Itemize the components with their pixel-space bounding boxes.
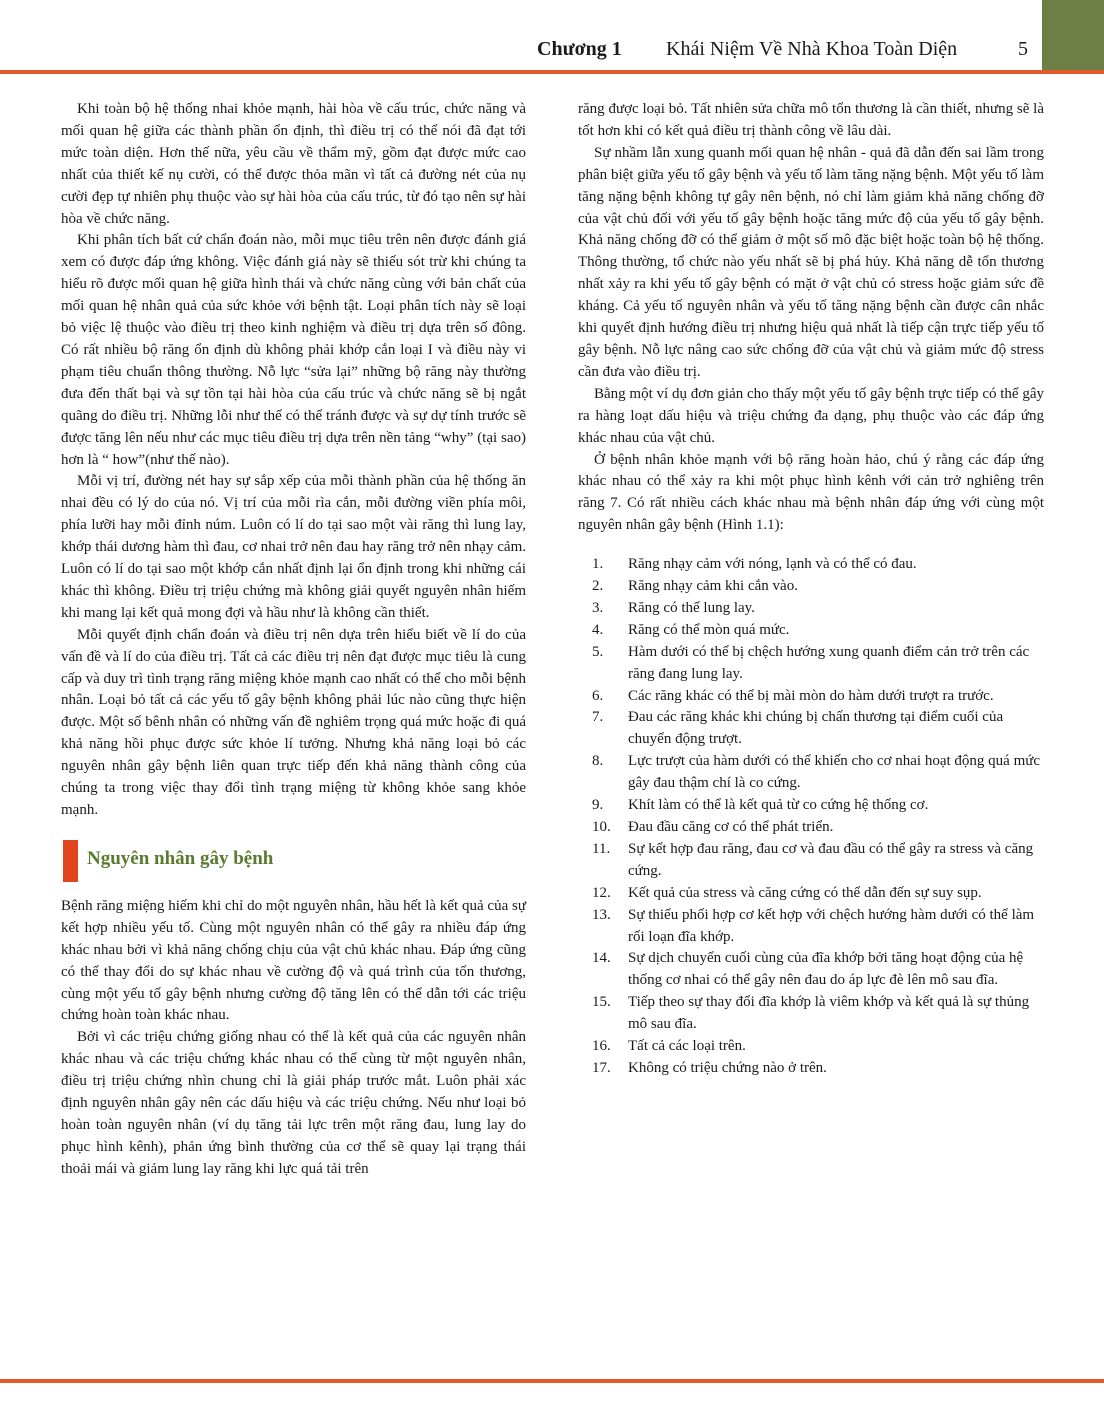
paragraph: Bằng một ví dụ đơn giản cho thấy một yếu tố gây bệnh trực tiếp có thể gây ra hàng loạt dấu hiệu và triệu chứng đa dạng, phụ thuộc vào các đáp ứng khác nhau của vật chủ. bbox=[578, 385, 1044, 446]
list-item bbox=[578, 642, 1044, 686]
list-text: Hàm dưới có thể bị chệch hướng xung quanh điểm cản trở trên các răng đang lung lay. bbox=[628, 643, 1030, 682]
paragraph: Bệnh răng miệng hiếm khi chỉ do một nguyên nhân, hầu hết là kết quả của sự kết hợp nhiều yếu tố. Cùng một nguyên nhân có thể gây ra nhiều đáp ứng khác nhau bởi vì khả năng chống chịu của vật chủ khác nhau. Đáp ứng cũng có thể thay đổi do sự khác nhau về cường độ và quá trình của tổn thương, cùng một yếu tố gây bệnh nhưng cường độ tăng lên có thể dẫn tới các triệu chứng hoàn toàn khác nhau. bbox=[61, 897, 526, 1024]
paragraph: Khi phân tích bất cứ chẩn đoán nào, mỗi mục tiêu trên nên được đánh giá xem có được đáp ứng không. Việc đánh giá này sẽ thiếu sót trừ khi chúng ta hiểu rõ được mối quan hệ giữa hình thái và chức năng cùng với bản chất của mối quan hệ nhân quả của sức khỏe với bệnh tật. Loại phân tích này sẽ loại bỏ việc lệ thuộc vào điều trị theo kinh nghiệm và điều trị dựa trên số đông. Có rất nhiều bộ răng ổn định dù không phải khớp cắn loại I và điều này vi phạm tiêu chuẩn thông thường. Nỗ lực “sửa lại” những bộ răng này thường đưa đến thất bại và sự tồn tại hài hòa của cấu trúc và chức năng sẽ bị ngắt quãng do điều trị. Những lỗi như thế có thể tránh được và sự dự tính trước sẽ được tăng lên nếu như các mục tiêu điều trị dựa trên nền tảng “why” (tại sao) hơn là “ how”(như thế nào). bbox=[61, 232, 526, 468]
chapter-label: Chương 1 bbox=[537, 38, 622, 60]
list-text: Các răng khác có thể bị mài mòn do hàm dưới trượt ra trước. bbox=[628, 687, 994, 704]
list-text: Đau đầu căng cơ có thể phát triển. bbox=[628, 819, 834, 835]
list-number: 1. bbox=[592, 556, 604, 573]
list-text: Sự kết hợp đau răng, đau cơ và đau đầu có thể gây ra stress và căng cứng. bbox=[628, 840, 1034, 879]
paragraph: Sự nhầm lẫn xung quanh mối quan hệ nhân - quả đã dẫn đến sai lầm trong phân biệt giữa yếu tố gây bệnh và yếu tố làm tăng nặng bệnh. Một yếu tố làm tăng nặng bệnh không tự gây nên bệnh, nó chỉ làm giảm khả năng chống đỡ của vật chủ đối với yếu tố gây bệnh hoặc tăng mức độ của yếu tố gây bệnh. Khả năng chống đỡ có thể giảm ở một số mô đặc biệt hoặc toàn bộ hệ thống. Thông thường, tổ chức nào yếu nhất sẽ bị phá hủy. Khả năng dễ tổn thương nhất xảy ra khi yếu tố gây bệnh có mặt ở vật chủ có stress hoặc giảm sức đề kháng. Cả yếu tố nguyên nhân và yếu tố tăng nặng bệnh cần được cân nhắc khi quyết định hướng điều trị nhưng hiệu quả nhất là tiếp cận trực tiếp yếu tố gây bệnh. Nỗ lực nâng cao sức chống đỡ của vật chủ và giảm mức độ stress cần đưa vào điều trị. bbox=[578, 144, 1044, 380]
list-item bbox=[578, 554, 1044, 576]
list-item bbox=[578, 948, 1044, 992]
list-text: Sự thiếu phối hợp cơ kết hợp với chệch hướng hàm dưới có thể làm rối loạn đĩa khớp. bbox=[628, 906, 1035, 945]
paragraph: Mỗi vị trí, đường nét hay sự sắp xếp của mỗi thành phần của hệ thống ăn nhai đều có lý do của nó. Vị trí của mỗi rìa cắn, mỗi đường viền phía môi, phía lưỡi hay mỗi đỉnh núm. Luôn có lí do tại sao một vài răng thì lung lay, khớp thái dương hàm thì đau, cơ nhai trở nên đau hay răng trở nên nhạy cảm. Luôn có lí do tại sao một khớp cắn nhất định lại ổn định trong khi những cái khác thì không. Điều trị triệu chứng mà không giải quyết nguyên nhân hiếm khi mang lại kết quả mong đợi và hầu như là không cần thiết. bbox=[61, 473, 526, 621]
list-item bbox=[578, 686, 1044, 708]
list-text: Răng nhạy cảm với nóng, lạnh và có thể có đau. bbox=[628, 556, 917, 573]
section-bar bbox=[63, 840, 78, 882]
list-number: 9. bbox=[592, 797, 604, 814]
right-column bbox=[578, 99, 1044, 1080]
list-item bbox=[578, 620, 1044, 642]
list-text: Không có triệu chứng nào ở trên. bbox=[628, 1059, 827, 1076]
chapter-tab bbox=[1042, 0, 1104, 70]
list-item bbox=[578, 1036, 1044, 1058]
list-number: 14. bbox=[592, 950, 611, 967]
list-text: Kết quả của stress và căng cứng có thể dẫn đến sự suy sụp. bbox=[628, 884, 982, 901]
list-text: Đau các răng khác khi chúng bị chấn thương tại điểm cuối của chuyển động trượt. bbox=[628, 709, 1004, 748]
section-heading bbox=[61, 840, 526, 882]
list-number: 6. bbox=[592, 687, 604, 704]
footer-rule bbox=[0, 1379, 1104, 1383]
list-text: Răng nhạy cảm khi cắn vào. bbox=[628, 578, 798, 595]
list-number: 15. bbox=[592, 994, 611, 1011]
list-number: 13. bbox=[592, 906, 611, 923]
header-rule bbox=[0, 70, 1104, 74]
left-column bbox=[61, 99, 526, 1181]
list-number: 10. bbox=[592, 819, 611, 835]
paragraph: Khi toàn bộ hệ thống nhai khỏe mạnh, hài hòa về cấu trúc, chức năng và mối quan hệ giữa các thành phần ổn định, thì điều trị có thể nói đã đạt tới mức toàn diện. Hơn thế nữa, yêu cầu về thẩm mỹ, gồm đạt được mức cao nhất của thiết kế nụ cười, có thể được thỏa mãn vì tất cả đường nét của nụ cười đẹp tự nhiên phụ thuộc vào sự hài hòa của cấu trúc, từ đó tạo nên sự hài hòa về chức năng. bbox=[61, 101, 526, 227]
list-item bbox=[578, 883, 1044, 905]
list-item bbox=[578, 707, 1044, 751]
list-text: Răng có thể lung lay. bbox=[628, 599, 755, 616]
list-item bbox=[578, 576, 1044, 598]
list-number: 17. bbox=[592, 1059, 611, 1076]
list-number: 11. bbox=[592, 840, 611, 857]
list-text: Tiếp theo sự thay đổi đĩa khớp là viêm khớp và kết quả là sự thủng mô sau đĩa. bbox=[628, 994, 1030, 1033]
list-number: 12. bbox=[592, 884, 611, 901]
paragraph: Mỗi quyết định chẩn đoán và điều trị nên dựa trên hiểu biết về lí do của vấn đề và lí do của điều trị. Tất cả các điều trị nên đạt được mục tiêu là cung cấp và duy trì tình trạng răng miệng khỏe mạnh cao nhất có thể cho mỗi bệnh nhân. Loại bỏ tất cả các yếu tố gây bệnh không phải lúc nào cũng thực hiện được. Một số bênh nhân có những vấn đề nghiêm trọng quá mức hoặc đi quá khả năng hồi phục được sức khỏe lí tưởng. Nhưng khả năng loại bỏ các nguyên nhân gây bệnh liên quan trực tiếp đến khả năng thành công của chúng ta trong việc thay đổi tình trạng miệng từ không khỏe sang khỏe mạnh. bbox=[61, 626, 526, 818]
page-header bbox=[0, 0, 1104, 74]
paragraph: Bởi vì các triệu chứng giống nhau có thể là kết quả của các nguyên nhân khác nhau và các triệu chứng khác nhau có thể cùng từ một nguyên nhân, điều trị triệu chứng nhìn chung chỉ là giải pháp trước mắt. Luôn phải xác định nguyên nhân gây nên các dấu hiệu và các triệu chứng. Nếu như loại bỏ hoàn toàn nguyên nhân (ví dụ tăng tải lực trên một răng đau, lung lay do phục hình kênh), phản ứng bình thường của cơ thể sẽ quay lại trạng thái thoải mái và giảm lung lay răng khi lực quá tải trên bbox=[61, 1029, 526, 1177]
list-number: 2. bbox=[592, 578, 604, 595]
section-title: Nguyên nhân gây bệnh bbox=[87, 847, 274, 869]
list-item bbox=[578, 751, 1044, 795]
chapter-title: Khái Niệm Về Nhà Khoa Toàn Diện bbox=[666, 38, 958, 60]
list-number: 7. bbox=[592, 709, 604, 726]
list-text: Tất cả các loại trên. bbox=[628, 1038, 746, 1055]
list-item bbox=[578, 992, 1044, 1036]
list-text: Khít làm có thể là kết quả từ co cứng hệ thống cơ. bbox=[628, 797, 929, 814]
list-item bbox=[578, 795, 1044, 817]
list-text: Sự dịch chuyển cuối cùng của đĩa khớp bởi tăng hoạt động của hệ thống cơ nhai có thể gây nên đau do áp lực đè lên mô sau đĩa. bbox=[628, 950, 1024, 989]
list-number: 5. bbox=[592, 643, 604, 660]
paragraph: răng được loại bỏ. Tất nhiên sửa chữa mô tổn thương là cần thiết, nhưng sẽ là tốt hơn khi có kết quả điều trị thành công về lâu dài. bbox=[578, 101, 1044, 139]
paragraph: Ở bệnh nhân khỏe mạnh với bộ răng hoàn hảo, chú ý rằng các đáp ứng khác nhau có thể xảy ra khi một phục hình kênh với cản trở nghiêng trên răng 7. Có rất nhiều cách khác nhau mà bệnh nhân đáp ứng với cùng một nguyên nhân gây bệnh (Hình 1.1): bbox=[578, 451, 1044, 534]
list-text: Lực trượt của hàm dưới có thể khiến cho cơ nhai hoạt động quá mức gây đau thậm chí là co cứng. bbox=[628, 753, 1041, 792]
list-item bbox=[578, 817, 1044, 839]
list-item bbox=[578, 905, 1044, 949]
list-number: 8. bbox=[592, 753, 604, 770]
list-number: 16. bbox=[592, 1038, 611, 1055]
list-text: Răng có thể mòn quá mức. bbox=[628, 621, 790, 638]
page-number: 5 bbox=[1018, 38, 1028, 60]
list-item bbox=[578, 598, 1044, 620]
list-item bbox=[578, 839, 1044, 883]
list-number: 3. bbox=[592, 599, 604, 616]
list-number: 4. bbox=[592, 621, 604, 638]
symptom-list bbox=[578, 554, 1044, 1080]
list-item bbox=[578, 1058, 1044, 1080]
